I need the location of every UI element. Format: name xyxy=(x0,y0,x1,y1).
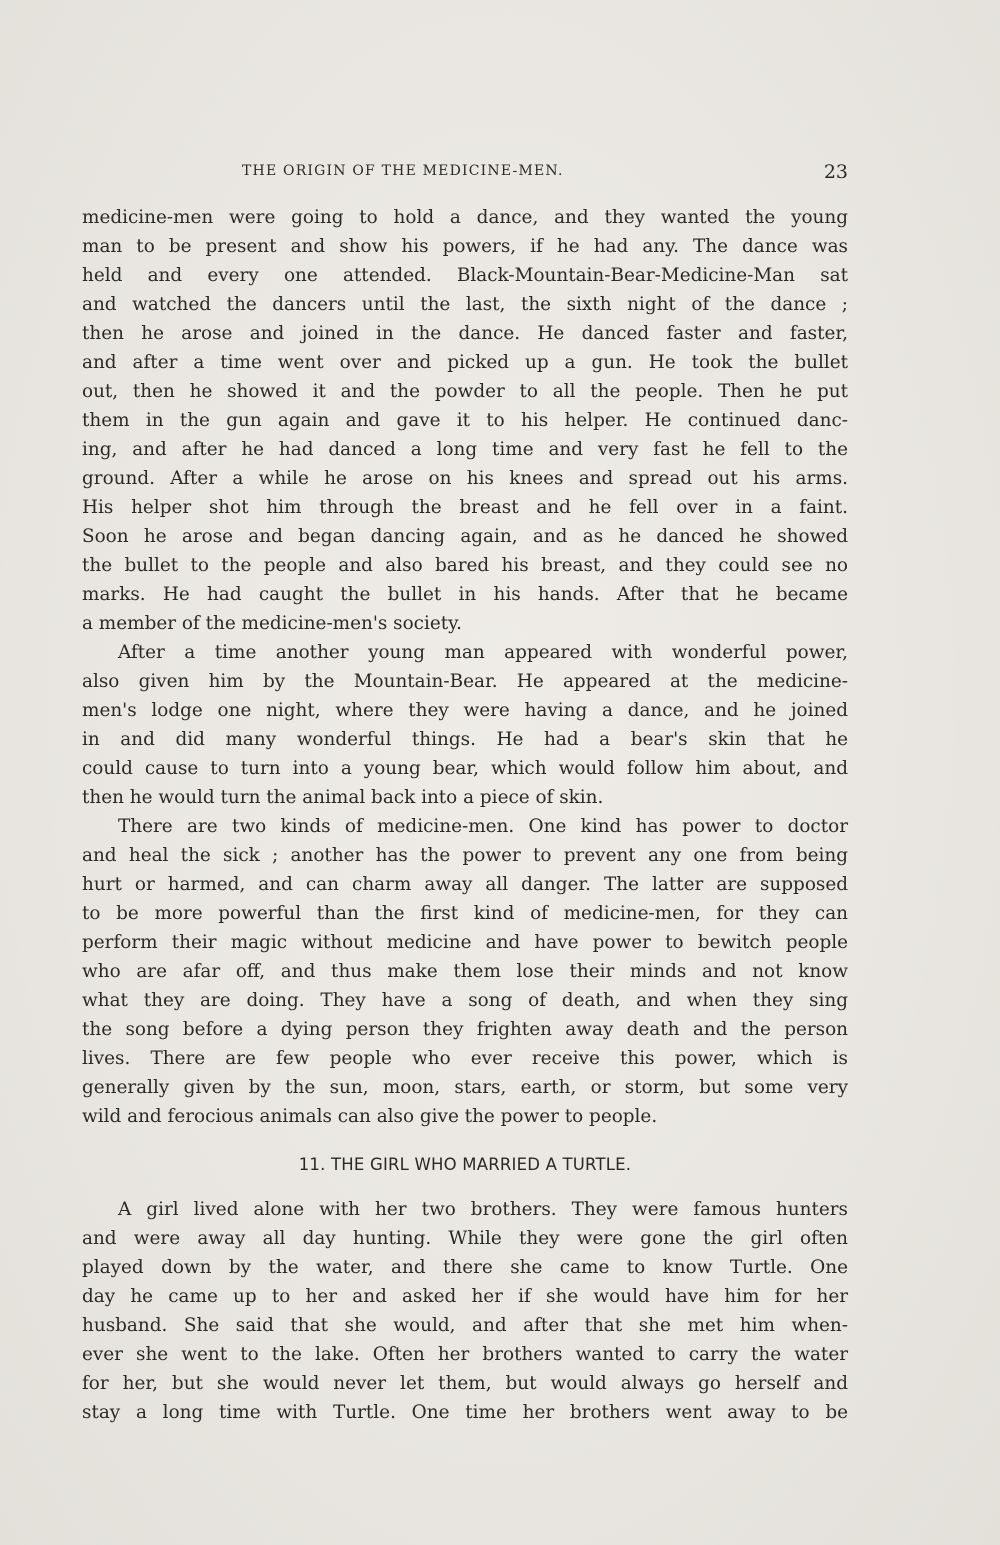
text-line: men's lodge one night, where they were having a dance, and he joined xyxy=(82,700,848,721)
section-heading: 11. THE GIRL WHO MARRIED A TURTLE. xyxy=(298,1155,632,1174)
text-line: A girl lived alone with her two brothers. They were famous hunters xyxy=(118,1199,848,1220)
text-line: the bullet to the people and also bared his breast, and they could see no xyxy=(82,555,848,576)
text-line: lives. There are few people who ever receive this power, which is xyxy=(82,1048,848,1069)
text-line: ground. After a while he arose on his knees and spread out his arms. xyxy=(82,468,848,489)
text-line: perform their magic without medicine and have power to bewitch people xyxy=(82,932,848,953)
text-line: for her, but she would never let them, but would always go herself and xyxy=(82,1373,848,1394)
text-line: who are afar off, and thus make them lose their minds and not know xyxy=(82,961,848,982)
body-text xyxy=(82,203,848,1427)
text-line: ing, and after he had danced a long time and very fast he fell to the xyxy=(82,439,848,460)
text-line: out, then he showed it and the powder to all the people. Then he put xyxy=(82,381,848,402)
text-line: medicine-men were going to hold a dance, and they wanted the young xyxy=(82,207,848,228)
text-line: and watched the dancers until the last, the sixth night of the dance ; xyxy=(82,294,848,315)
text-line: what they are doing. They have a song of death, and when they sing xyxy=(82,990,848,1011)
text-line: Soon he arose and began dancing again, and as he danced he showed xyxy=(82,526,848,547)
text-line: them in the gun again and gave it to his helper. He continued danc- xyxy=(82,410,848,431)
text-line: played down by the water, and there she came to know Turtle. One xyxy=(82,1257,848,1278)
text-line: After a time another young man appeared with wonderful power, xyxy=(118,642,848,663)
text-line: hurt or harmed, and can charm away all danger. The latter are supposed xyxy=(82,874,848,895)
text-line: husband. She said that she would, and after that she met him when- xyxy=(82,1315,848,1336)
text-line: generally given by the sun, moon, stars, earth, or storm, but some very xyxy=(82,1077,848,1098)
text-line: the song before a dying person they frighten away death and the person xyxy=(82,1019,848,1040)
text-line: in and did many wonderful things. He had a bear's skin that he xyxy=(82,729,848,750)
text-line: could cause to turn into a young bear, which would follow him about, and xyxy=(82,758,848,779)
text-line: then he arose and joined in the dance. He danced faster and faster, xyxy=(82,323,848,344)
text-line: held and every one attended. Black-Mountain-Bear-Medicine-Man sat xyxy=(82,265,848,286)
page-number: 23 xyxy=(823,161,848,183)
text-line: ever she went to the lake. Often her brothers wanted to carry the water xyxy=(82,1344,848,1365)
text-line: man to be present and show his powers, if he had any. The dance was xyxy=(82,236,848,257)
text-line: and were away all day hunting. While they were gone the girl often xyxy=(82,1228,848,1249)
running-title: THE ORIGIN OF THE MEDICINE-MEN. xyxy=(242,163,564,179)
section-paragraph xyxy=(82,1195,848,1427)
text-line: His helper shot him through the breast and he fell over in a faint. xyxy=(82,497,848,518)
paragraph xyxy=(82,812,848,1131)
text-line: and after a time went over and picked up a gun. He took the bullet xyxy=(82,352,848,373)
text-line: also given him by the Mountain-Bear. He appeared at the medicine- xyxy=(82,671,848,692)
text-line: There are two kinds of medicine-men. One kind has power to doctor xyxy=(118,816,848,837)
paragraph xyxy=(82,203,848,638)
text-line: day he came up to her and asked her if she would have him for her xyxy=(82,1286,848,1307)
text-line: stay a long time with Turtle. One time her brothers went away to be xyxy=(82,1402,848,1423)
text-line: then he would turn the animal back into a piece of skin. xyxy=(82,787,604,808)
running-head xyxy=(82,161,848,185)
text-line: marks. He had caught the bullet in his hands. After that he became xyxy=(82,584,848,605)
text-line: wild and ferocious animals can also give the power to people. xyxy=(82,1106,658,1127)
paragraph xyxy=(82,638,848,812)
paragraphs xyxy=(82,203,848,1131)
text-line: and heal the sick ; another has the power to prevent any one from being xyxy=(82,845,848,866)
text-line: a member of the medicine-men's society. xyxy=(82,613,462,634)
text-line: to be more powerful than the first kind of medicine-men, for they can xyxy=(82,903,848,924)
